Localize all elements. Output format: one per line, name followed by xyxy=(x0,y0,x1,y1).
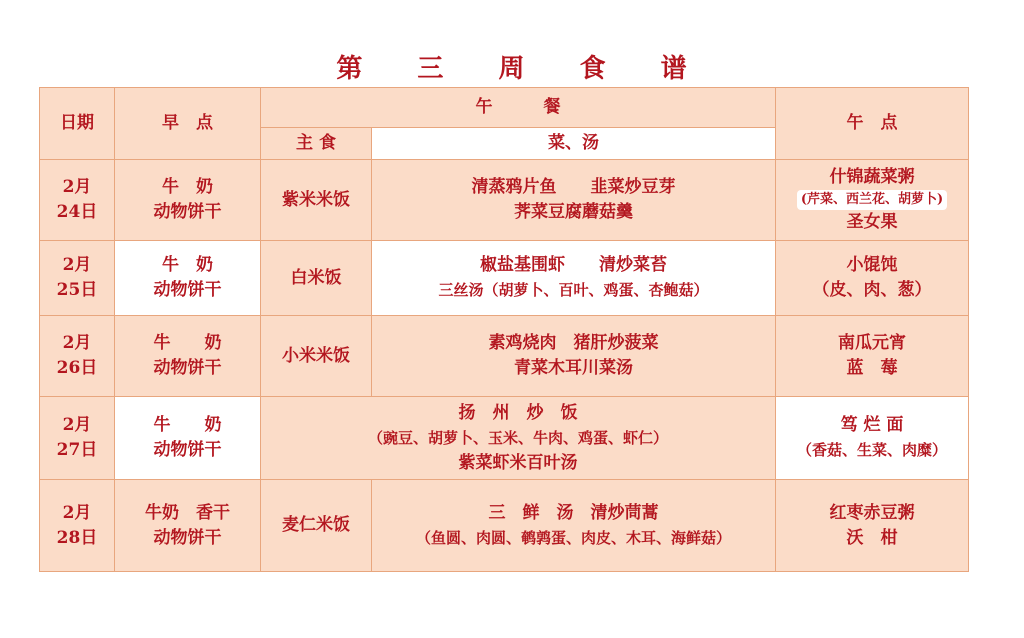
snack-line: 圣女果 xyxy=(846,212,898,232)
breakfast-line: 动物饼干 xyxy=(153,440,222,460)
breakfast-line: 动物饼干 xyxy=(153,358,222,378)
date-day: 27日 xyxy=(56,440,98,460)
lunch-line: （豌豆、胡萝卜、玉米、牛肉、鸡蛋、虾仁） xyxy=(367,428,668,447)
table-row xyxy=(40,241,969,316)
title-char: 三 xyxy=(417,54,445,84)
staple-cell: 小米米饭 xyxy=(261,316,372,397)
table-row xyxy=(40,160,969,241)
breakfast-line: 牛奶 香干 xyxy=(145,502,230,523)
date-cell xyxy=(40,160,115,241)
dishes-line: 素鸡烧肉 猪肝炒菠菜 xyxy=(488,333,659,353)
staple-cell: 麦仁米饭 xyxy=(261,480,372,572)
header-breakfast: 早 点 xyxy=(115,88,261,160)
date-cell xyxy=(40,397,115,480)
header-staple: 主 食 xyxy=(261,128,372,160)
breakfast-line: 动物饼干 xyxy=(153,280,222,300)
breakfast-line: 牛 奶 xyxy=(162,177,213,197)
date-day: 28日 xyxy=(56,527,98,548)
snack-cell xyxy=(776,241,969,316)
snack-line: 南瓜元宵 xyxy=(838,333,906,353)
snack-detail: (芹菜、西兰花、胡萝卜) xyxy=(797,190,947,210)
date-cell xyxy=(40,480,115,572)
snack-line: 小馄饨 xyxy=(846,255,898,275)
date-month: 2月 xyxy=(62,502,92,523)
dishes-line: 椒盐基围虾 清炒菜苔 xyxy=(480,255,667,275)
dishes-cell xyxy=(372,480,776,572)
dishes-cell xyxy=(372,160,776,241)
lunch-line: 紫菜虾米百叶汤 xyxy=(458,452,578,473)
table-row xyxy=(40,316,969,397)
breakfast-line: 动物饼干 xyxy=(153,202,222,222)
snack-line: （香菇、生菜、肉糜） xyxy=(796,441,947,459)
breakfast-line: 牛 奶 xyxy=(162,255,213,275)
dishes-cell xyxy=(372,241,776,316)
table-row xyxy=(40,397,969,480)
staple-cell: 白米饭 xyxy=(261,241,372,316)
snack-cell xyxy=(776,397,969,480)
lunch-combined-cell xyxy=(261,397,776,480)
snack-line: 什锦蔬菜粥 xyxy=(829,167,915,187)
date-month: 2月 xyxy=(62,333,92,353)
dishes-line: （鱼圆、肉圆、鹌鹑蛋、肉皮、木耳、海鲜菇） xyxy=(415,528,731,547)
date-day: 24日 xyxy=(56,202,98,222)
snack-line: 红枣赤豆粥 xyxy=(829,502,915,523)
snack-cell xyxy=(776,480,969,572)
title-char: 周 xyxy=(498,54,526,84)
header-date: 日期 xyxy=(40,88,115,160)
lunch-line: 扬 州 炒 饭 xyxy=(458,402,578,423)
snack-cell xyxy=(776,160,969,241)
breakfast-cell xyxy=(115,397,261,480)
date-month: 2月 xyxy=(62,415,92,435)
dishes-line: 清蒸鸦片鱼 韭菜炒豆芽 xyxy=(471,177,676,197)
title-char: 第 xyxy=(336,54,364,84)
staple-cell: 紫米米饭 xyxy=(261,160,372,241)
date-month: 2月 xyxy=(62,255,92,275)
date-month: 2月 xyxy=(62,177,92,197)
page-title xyxy=(0,48,1024,85)
snack-line: 笃 烂 面 xyxy=(840,415,904,435)
header-lunch: 午 餐 xyxy=(261,88,776,128)
title-char: 谱 xyxy=(660,54,688,84)
breakfast-line: 牛 奶 xyxy=(153,415,222,435)
dishes-line: 三 鲜 汤 清炒茼蒿 xyxy=(488,502,659,523)
header-dishes-soup: 菜、汤 xyxy=(372,128,776,160)
menu-table xyxy=(39,87,969,572)
breakfast-line: 牛 奶 xyxy=(153,333,222,353)
breakfast-cell xyxy=(115,316,261,397)
date-day: 26日 xyxy=(56,358,98,378)
breakfast-cell xyxy=(115,160,261,241)
date-cell xyxy=(40,241,115,316)
date-cell xyxy=(40,316,115,397)
snack-cell xyxy=(776,316,969,397)
dishes-line: 三丝汤（胡萝卜、百叶、鸡蛋、杏鲍菇） xyxy=(438,281,709,299)
snack-line: 沃 柑 xyxy=(846,527,898,548)
snack-line: （皮、肉、葱） xyxy=(812,280,932,300)
breakfast-cell xyxy=(115,241,261,316)
breakfast-cell xyxy=(115,480,261,572)
snack-line: 蓝 莓 xyxy=(846,358,898,378)
table-row xyxy=(40,480,969,572)
breakfast-line: 动物饼干 xyxy=(153,527,222,548)
dishes-cell xyxy=(372,316,776,397)
dishes-line: 荠菜豆腐蘑菇羹 xyxy=(514,202,633,222)
header-row xyxy=(40,88,969,128)
dishes-line: 青菜木耳川菜汤 xyxy=(514,358,633,378)
header-snack: 午 点 xyxy=(776,88,969,160)
title-char: 食 xyxy=(579,54,607,84)
date-day: 25日 xyxy=(56,280,98,300)
